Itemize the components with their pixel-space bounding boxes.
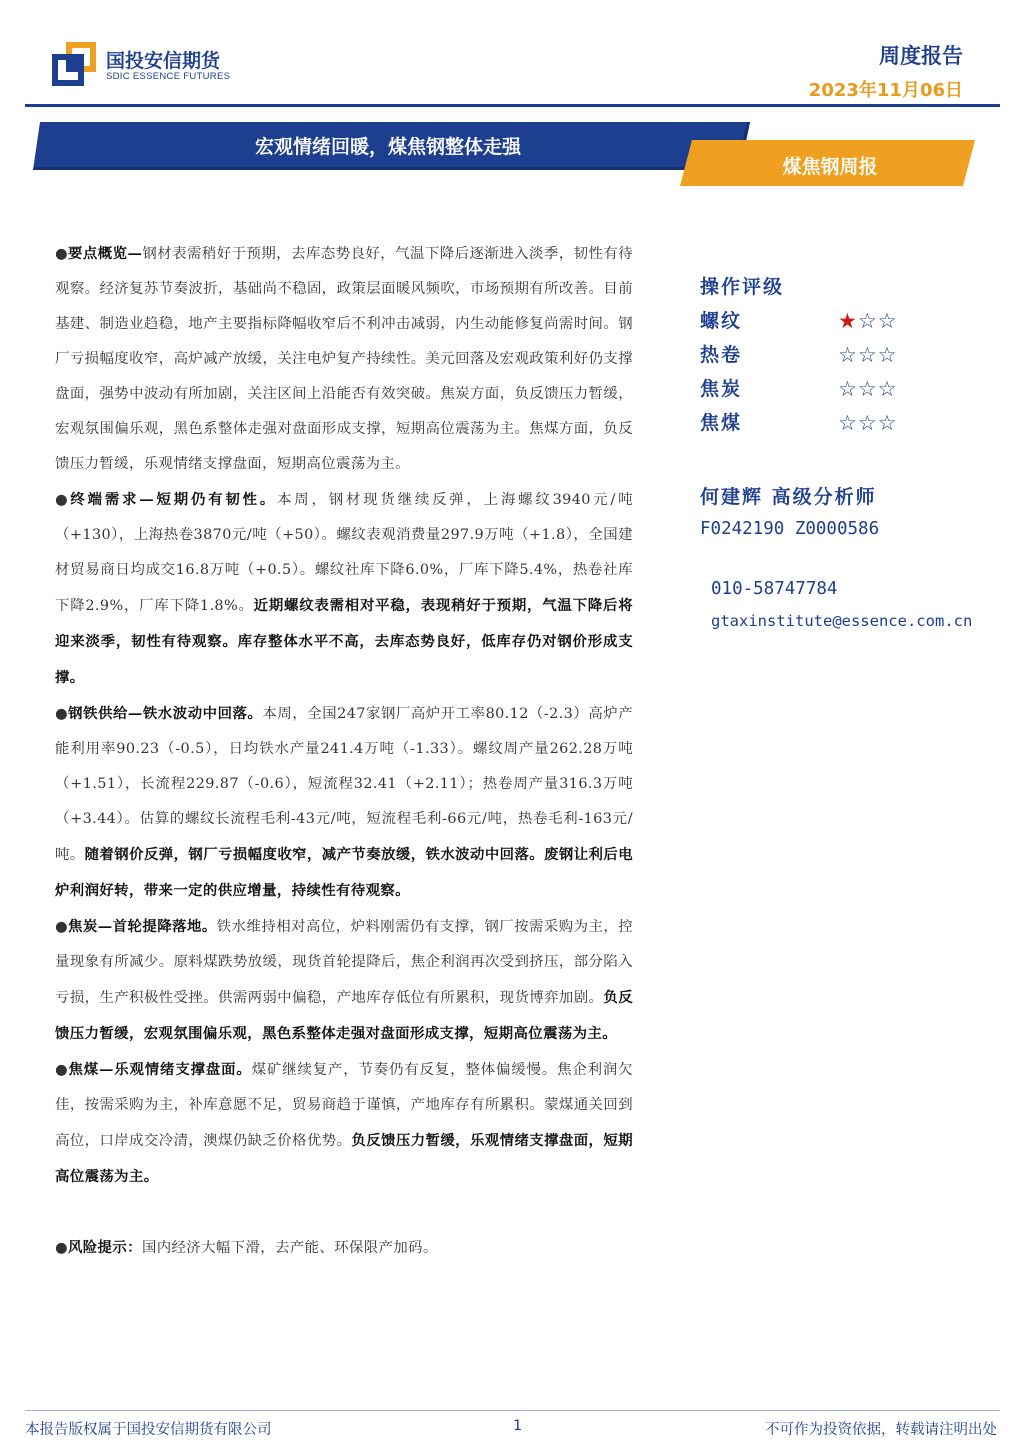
contact-email[interactable]: gtaxinstitute@essence.com.cn [711, 612, 973, 630]
section-heading: 钢铁供给—铁水波动中回落。 [68, 705, 263, 722]
rating-name: 热卷 [700, 344, 743, 366]
bullet-icon: ● [55, 1062, 69, 1078]
section-emphasis: 随着钢价反弹，钢厂亏损幅度收窄，减产节奏放缓，铁水波动中回落。废钢让利后电炉利润好转，带来一定的供应增量，持续性有待观察。 [55, 846, 633, 899]
footer-divider [25, 1410, 1000, 1411]
star-empty-icon: ☆☆☆ [838, 343, 898, 367]
rating-row-coke [700, 372, 1025, 406]
report-series-tag: 煤焦钢周报 [782, 156, 878, 178]
section-supply [55, 696, 633, 909]
bullet-icon: ● [55, 706, 69, 722]
section-emphasis: 近期螺纹表需相对平稳，表现稍好于预期，气温下降后将迎来淡季，韧性有待观察。库存整体水平不高，去库态势良好，低库存仍对钢价形成支撑。 [55, 597, 633, 686]
rating-name: 焦煤 [700, 412, 743, 434]
section-body: 本周，钢材现货继续反弹，上海螺纹3940元/吨（+130），上海热卷3870元/吨（+50）。螺纹表观消费量297.9万吨（+1.8），全国建材贸易商日均成交16.8万吨（+0.5）。螺纹社库下降6.0%，厂库下降5.4%，热卷社库下降2.9%，厂库下降1.8%。 [55, 492, 633, 614]
contact-phone: 010-58747784 [711, 579, 838, 599]
section-heading: 焦煤—乐观情绪支撑盘面。 [68, 1061, 252, 1078]
bullet-icon: ● [55, 492, 71, 508]
star-filled-icon: ★ [838, 309, 858, 333]
rating-row-rebar [700, 304, 1025, 338]
section-demand [55, 482, 633, 696]
title-banner [0, 118, 1025, 190]
section-body: 煤矿继续复产，节奏仍有反复，整体偏缓慢。焦企利润欠佳，按需采购为主，补库意愿不足，贸易商趋于谨慎，产地库存有所累积。蒙煤通关回到高位，口岸成交冷清，澳煤仍缺乏价格优势。 [55, 1062, 633, 1149]
star-rating-icon [838, 304, 897, 338]
risk-heading: 风险提示： [67, 1239, 142, 1256]
star-empty-icon: ☆☆☆ [838, 377, 898, 401]
report-body [55, 236, 633, 1266]
rating-title: 操作评级 [700, 276, 785, 298]
header-divider [25, 104, 1000, 107]
sidebar [700, 270, 1025, 636]
star-empty-icon: ☆☆ [857, 309, 898, 333]
section-body: 铁水维持相对高位，炉料刚需仍有支撑，钢厂按需采购为主，控量现象有所减少。原料煤跌势放缓，现货首轮提降后，焦企利润再次受到挤压，部分陷入亏损，生产积极性受挫。供需两弱中偏稳，产地库存低位有所累积，现货博弈加剧。 [55, 919, 633, 1006]
rating-name: 焦炭 [700, 378, 743, 400]
section-heading: 终端需求—短期仍有韧性。 [70, 491, 278, 508]
star-rating-icon [838, 406, 897, 440]
report-date: 2023年11月06日 [808, 80, 963, 101]
section-body: 钢材表需稍好于预期，去库态势良好，气温下降后逐渐进入淡季，韧性有待观察。经济复苏节奏波折，基础尚不稳固，政策层面暖风频吹，市场预期有所改善。目前基建、制造业趋稳，地产主要指标降幅收窄后不利冲击减弱，内生动能修复尚需时间。钢厂亏损幅度收窄，高炉减产放缓，关注电炉复产持续性。美元回落及宏观政策利好仍支撑盘面，强势中波动有所加剧，关注区间上沿能否有效突破。焦炭方面，负反馈压力暂缓，宏观氛围偏乐观，黑色系整体走强对盘面形成支撑，短期高位震荡为主。焦煤方面，负反馈压力暂缓，乐观情绪支撑盘面，短期高位震荡为主。 [55, 246, 633, 472]
report-headline: 宏观情绪回暖，煤焦钢整体走强 [254, 136, 521, 158]
star-empty-icon: ☆☆☆ [838, 411, 898, 435]
section-coking-coal [55, 1052, 633, 1195]
logo-chinese-name: 国投安信期货 [106, 50, 221, 72]
section-risk [55, 1230, 633, 1266]
page-number: 1 [513, 1418, 523, 1434]
section-heading: 要点概览— [68, 245, 143, 262]
logo-english-name: SDIC ESSENCE FUTURES [106, 71, 231, 82]
section-overview [55, 236, 633, 482]
section-emphasis: 负反馈压力暂缓，乐观情绪支撑盘面，短期高位震荡为主。 [55, 1132, 633, 1185]
section-emphasis: 负反馈压力暂缓，宏观氛围偏乐观，黑色系整体走强对盘面形成支撑，短期高位震荡为主。 [55, 989, 633, 1042]
rating-row-coking-coal [700, 406, 1025, 440]
bullet-icon: ● [55, 1240, 68, 1256]
section-coke [55, 909, 633, 1052]
bullet-icon: ● [55, 246, 69, 262]
rating-name: 螺纹 [700, 310, 743, 332]
footer-copyright: 本报告版权属于国投安信期货有限公司 [25, 1422, 272, 1438]
section-heading: 焦炭—首轮提降落地。 [68, 918, 217, 935]
analyst-certificate: F0242190 Z0000586 [700, 519, 880, 539]
logo-mark-icon [52, 42, 96, 86]
rating-row-hot-coil [700, 338, 1025, 372]
star-rating-icon [838, 338, 897, 372]
report-type: 周度报告 [879, 44, 963, 68]
footer-disclaimer: 不可作为投资依据，转载请注明出处 [765, 1422, 997, 1438]
analyst-name: 何建辉 高级分析师 [700, 486, 877, 508]
star-rating-icon [838, 372, 897, 406]
section-body: 本周，全国247家钢厂高炉开工率80.12（-2.3）高炉产能利用率90.23（-0.5），日均铁水产量241.4万吨（-1.33）。螺纹周产量262.28万吨（+1.51），长流程229.87（-0.6），短流程32.41（+2.11）；热卷周产量316.3万吨（+3.44）。估算的螺纹长流程毛利-43元/吨，短流程毛利-66元/吨，热卷毛利-163元/吨。 [55, 706, 633, 863]
risk-body: 国内经济大幅下滑，去产能、环保限产加码。 [141, 1240, 438, 1256]
company-logo [52, 40, 252, 88]
bullet-icon: ● [55, 919, 69, 935]
